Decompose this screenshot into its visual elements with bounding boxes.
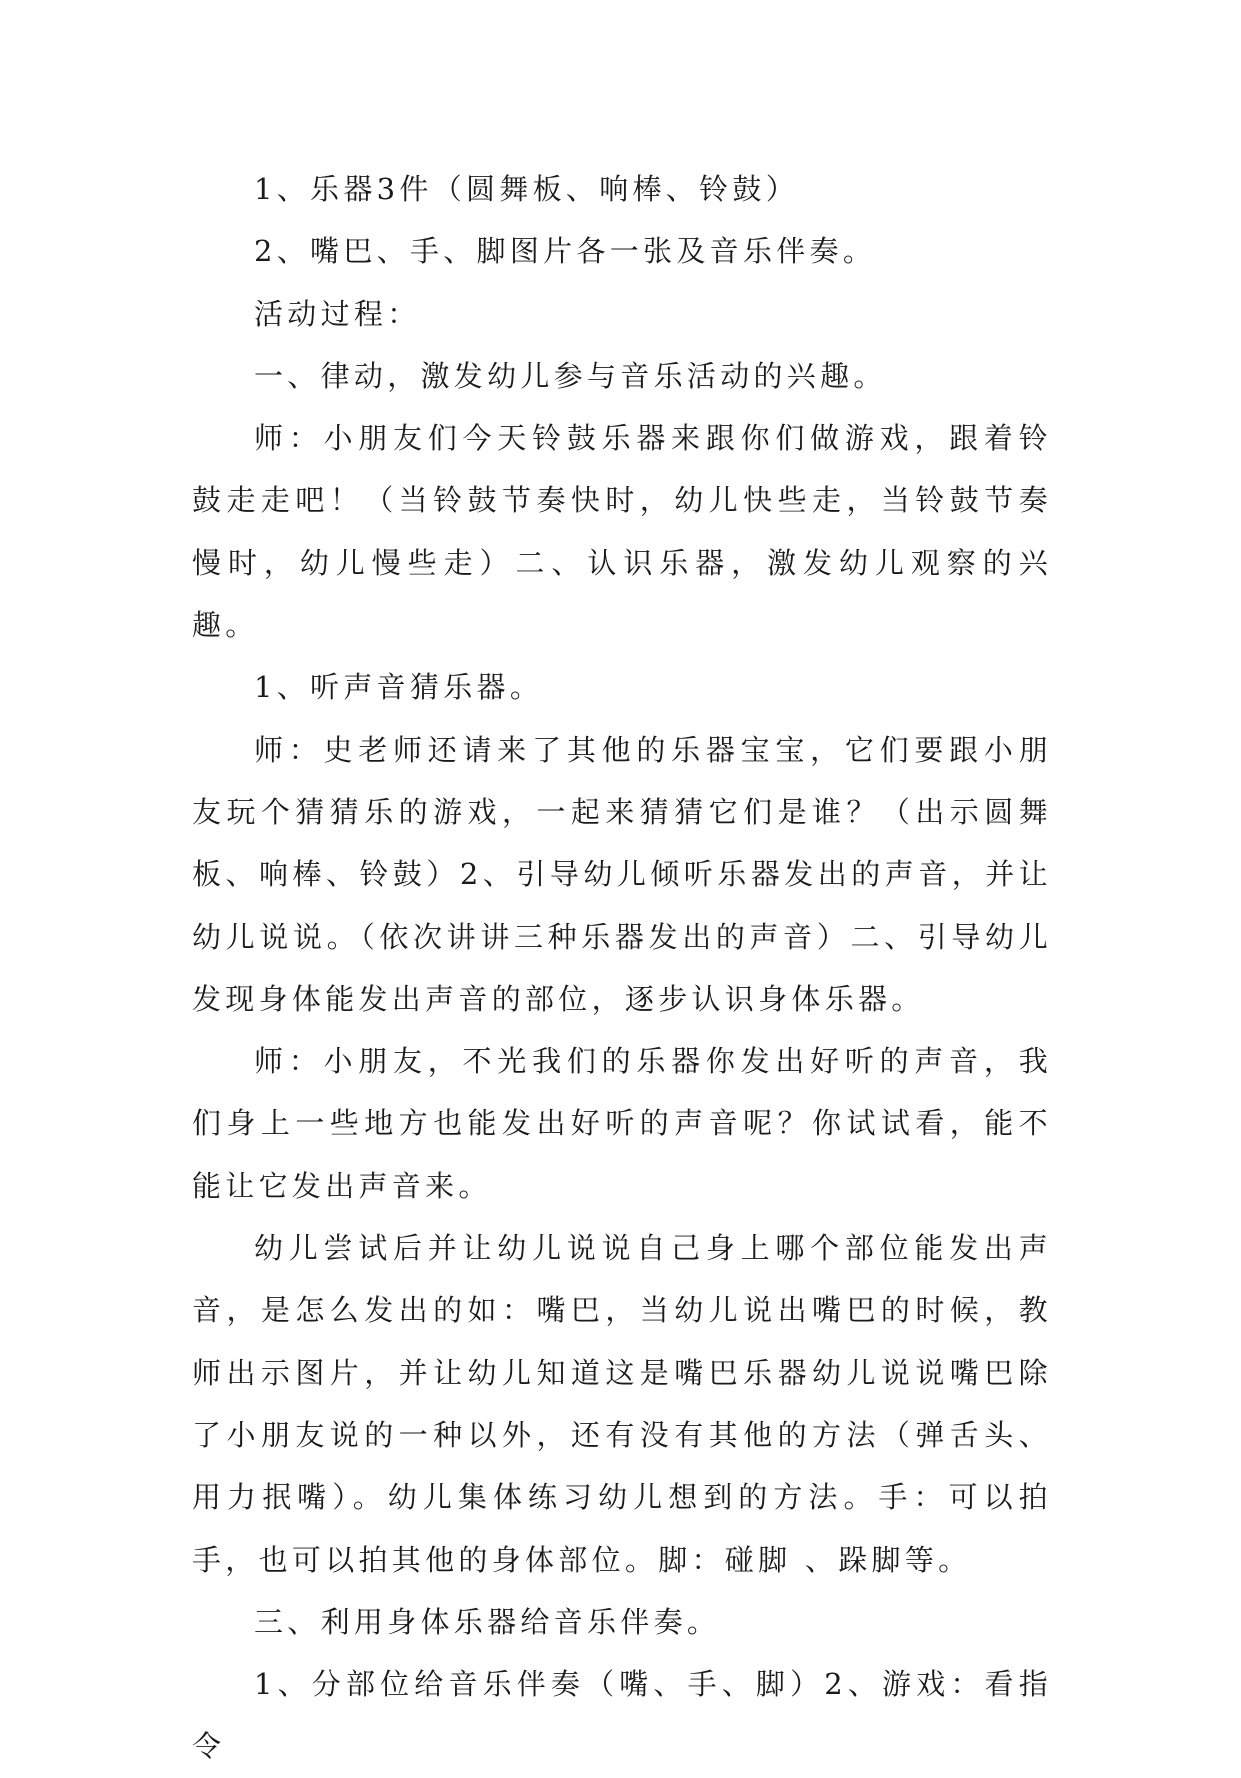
paragraph-materials-2: 2、嘴巴、手、脚图片各一张及音乐伴奏。 bbox=[254, 234, 877, 269]
paragraph-accompaniment: 1、分部位给音乐伴奏（嘴、手、脚）2、游戏：看指令 bbox=[192, 1667, 1052, 1764]
paragraph-listen-guess: 1、听声音猜乐器。 bbox=[254, 670, 544, 705]
paragraph-teacher-2: 师：史老师还请来了其他的乐器宝宝，它们要跟小朋友玩个猜猜乐的游戏，一起来猜猜它们是谁？（出示圆舞板、响棒、铃鼓）2、引导幼儿倾听乐器发出的声音，并让幼儿说说。（依次讲讲三种乐器发出的声音）二、引导幼儿发现身体能发出声音的部位，逐步认识身体乐器。 bbox=[192, 732, 1052, 1016]
paragraph-teacher-3: 师：小朋友，不光我们的乐器你发出好听的声音，我们身上一些地方也能发出好听的声音呢？你试试看，能不能让它发出声音来。 bbox=[192, 1044, 1052, 1203]
paragraph-children-try: 幼儿尝试后并让幼儿说说自己身上哪个部位能发出声音，是怎么发出的如：嘴巴，当幼儿说出嘴巴的时候，教师出示图片，并让幼儿知道这是嘴巴乐器幼儿说说嘴巴除了小朋友说的一种以外，还有没有其他的方法（弹舌头、用力抿嘴）。幼儿集体练习幼儿想到的方法。手：可以拍手，也可以拍其他的身体部位。脚：碰脚 、跺脚等。 bbox=[192, 1231, 1052, 1577]
paragraph-teacher-1: 师：小朋友们今天铃鼓乐器来跟你们做游戏，跟着铃鼓走走吧！（当铃鼓节奏快时，幼儿快些走，当铃鼓节奏慢时，幼儿慢些走）二、认识乐器，激发幼儿观察的兴趣。 bbox=[192, 421, 1052, 643]
document-body bbox=[192, 158, 1052, 1778]
paragraph-process-heading: 活动过程： bbox=[254, 296, 421, 331]
paragraph-materials-1: 1、乐器3件（圆舞板、响棒、铃鼓） bbox=[254, 172, 800, 206]
paragraph-section-1-heading: 一、律动，激发幼儿参与音乐活动的兴趣。 bbox=[254, 358, 887, 393]
paragraph-section-3-heading: 三、利用身体乐器给音乐伴奏。 bbox=[254, 1604, 721, 1639]
